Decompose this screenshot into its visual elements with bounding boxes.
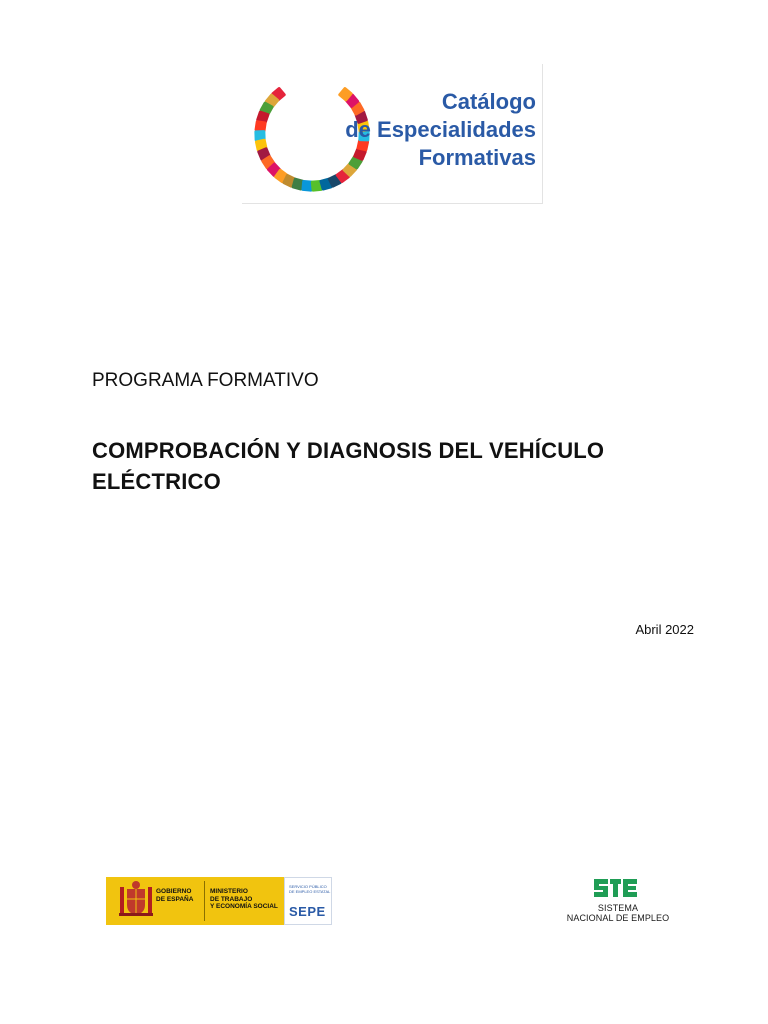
catalog-logo-text	[312, 88, 536, 172]
government-label: GOBIERNO DE ESPAÑA	[156, 888, 194, 903]
government-banner	[106, 877, 284, 925]
catalog-logo-line-3: Formativas	[418, 145, 536, 170]
sne-label-line-2: NACIONAL DE EMPLEO	[566, 913, 670, 923]
catalog-logo-line-1: Catálogo	[441, 89, 536, 114]
sne-label	[560, 903, 676, 923]
catalog-logo	[242, 64, 543, 204]
sepe-subtitle: SERVICIO PÚBLICO DE EMPLEO ESTATAL	[289, 884, 331, 894]
document-title: COMPROBACIÓN Y DIAGNOSIS DEL VEHÍCULO ELÉCTRICO	[92, 438, 605, 494]
sepe-name: SEPE	[289, 904, 326, 919]
sepe-logo	[284, 877, 332, 925]
catalog-logo-line-2: de Especialidades	[345, 117, 536, 142]
government-logo	[106, 877, 332, 925]
sne-label-line-1: SISTEMA	[597, 903, 639, 913]
coat-of-arms-icon	[114, 877, 158, 925]
sne-logo	[560, 876, 676, 928]
ministry-label: MINISTERIO DE TRABAJO Y ECONOMÍA SOCIAL	[210, 888, 278, 910]
government-divider	[204, 881, 205, 921]
sne-mark-icon	[560, 876, 676, 902]
document-type: PROGRAMA FORMATIVO	[92, 370, 319, 391]
document-date: Abril 2022	[635, 622, 694, 637]
